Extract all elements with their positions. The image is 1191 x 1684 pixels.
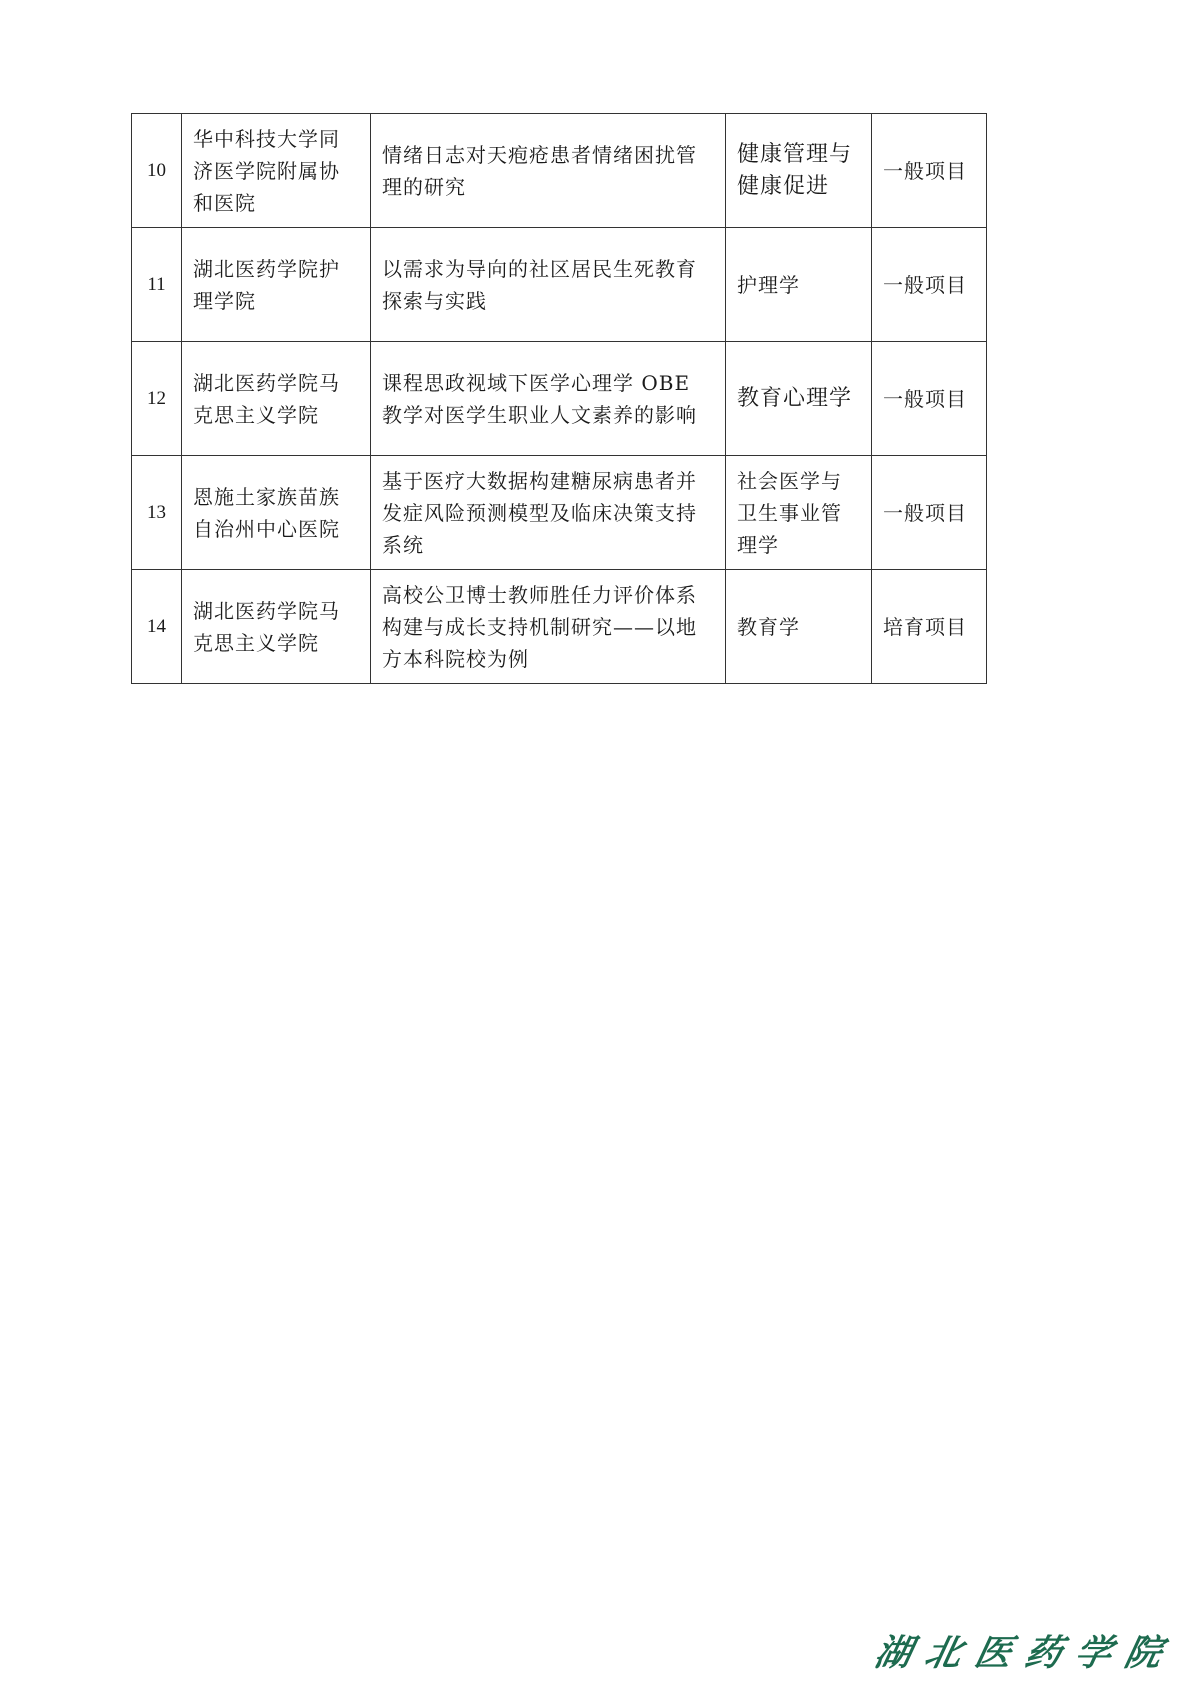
row-number: 13	[132, 456, 182, 570]
row-number: 12	[132, 342, 182, 456]
table-row	[132, 570, 987, 684]
table-row	[132, 342, 987, 456]
table-row	[132, 114, 987, 228]
category-cell: 社会医学与卫生事业管理学	[726, 456, 872, 570]
project-title-cell: 基于医疗大数据构建糖尿病患者并发症风险预测模型及临床决策支持系统	[371, 456, 726, 570]
project-title-cell: 情绪日志对天疱疮患者情绪困扰管理的研究	[371, 114, 726, 228]
university-logo: 湖北医药学院	[870, 1632, 1180, 1674]
project-table	[131, 113, 987, 684]
row-number: 10	[132, 114, 182, 228]
category-cell: 教育学	[726, 570, 872, 684]
project-type-cell: 一般项目	[872, 456, 987, 570]
unit-cell: 湖北医药学院马克思主义学院	[182, 342, 371, 456]
project-type-cell: 培育项目	[872, 570, 987, 684]
unit-cell: 湖北医药学院护理学院	[182, 228, 371, 342]
category-cell: 护理学	[726, 228, 872, 342]
row-number: 14	[132, 570, 182, 684]
unit-cell: 恩施土家族苗族自治州中心医院	[182, 456, 371, 570]
category-cell: 健康管理与健康促进	[726, 114, 872, 228]
unit-cell: 湖北医药学院马克思主义学院	[182, 570, 371, 684]
project-type-cell: 一般项目	[872, 228, 987, 342]
unit-cell: 华中科技大学同济医学院附属协和医院	[182, 114, 371, 228]
project-type-cell: 一般项目	[872, 342, 987, 456]
project-title-cell: 课程思政视域下医学心理学 OBE 教学对医学生职业人文素养的影响	[371, 342, 726, 456]
project-title-cell: 高校公卫博士教师胜任力评价体系构建与成长支持机制研究——以地方本科院校为例	[371, 570, 726, 684]
category-cell: 教育心理学	[726, 342, 872, 456]
row-number: 11	[132, 228, 182, 342]
project-type-cell: 一般项目	[872, 114, 987, 228]
table-row	[132, 228, 987, 342]
table-row	[132, 456, 987, 570]
project-title-cell: 以需求为导向的社区居民生死教育探索与实践	[371, 228, 726, 342]
